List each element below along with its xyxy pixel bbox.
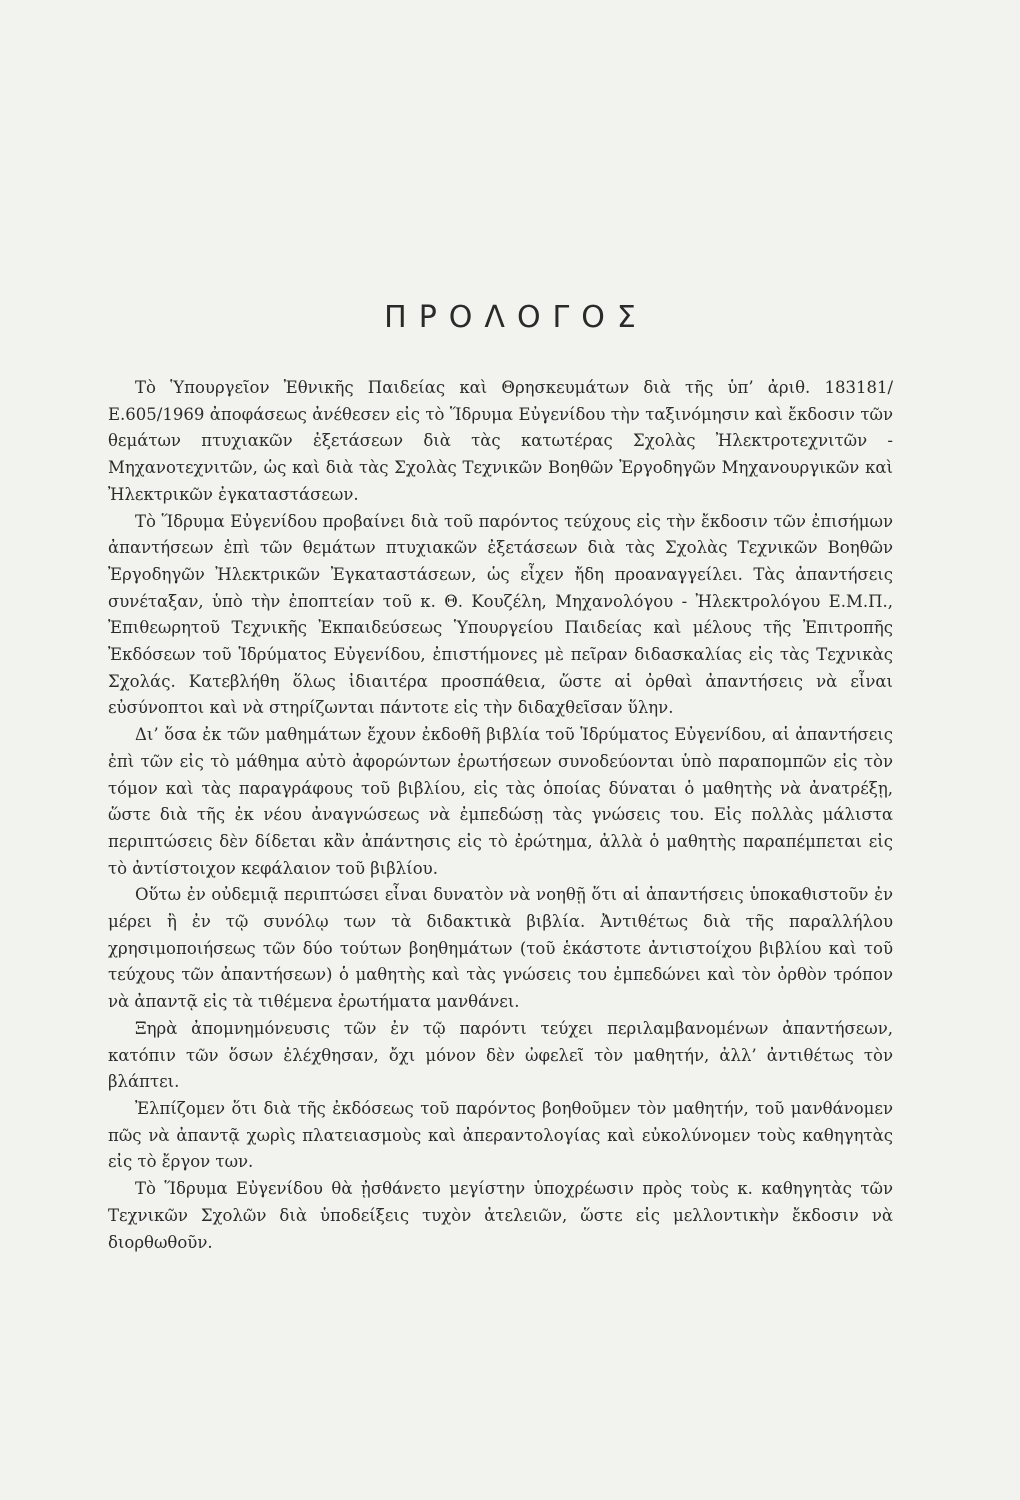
paragraph-5: Ξηρὰ ἀπομνημόνευσις τῶν ἐν τῷ παρόντι τεύχει περιλαμβανομένων ἀπαντήσεων, κατόπιν τῶν ὅσων ἐλέχθησαν, ὄχι μόνον δὲν ὠφελεῖ τὸν μαθητήν, ἀλλ’ ἀντιθέτως τὸν βλάπτει. <box>108 1018 893 1092</box>
paragraph-2: Τὸ Ἵδρυμα Εὐγενίδου προβαίνει διὰ τοῦ παρόντος τεύχους εἰς τὴν ἔκδοσιν τῶν ἐπισήμων ἀπαντήσεων ἐπὶ τῶν θεμάτων πτυχιακῶν ἐξετάσεων διὰ τὰς Σχολὰς Τεχνικῶν Βοηθῶν Ἐργοδηγῶν Ἠλεκτρικῶν Ἐγκαταστάσεων, ὡς εἶχεν ἤδη προαναγγείλει. Τὰς ἀπαντήσεις συνέταξαν, ὑπὸ τὴν ἐποπτείαν τοῦ κ. Θ. Κουζέλη, Μηχανολόγου - Ἠλεκτρολόγου Ε.Μ.Π., Ἐπιθεωρητοῦ Τεχνικῆς Ἐκπαιδεύσεως Ὑπουργείου Παιδείας καὶ μέλους τῆς Ἐπιτροπῆς Ἐκδόσεων τοῦ Ἱδρύματος Εὐγενίδου, ἐπιστήμονες μὲ πεῖραν διδασκαλίας εἰς τὰς Τεχνικὰς Σχολάς. Κατεβλήθη ὅλως ἰδιαιτέρα προσπάθεια, ὥστε αἱ ὀρθαὶ ἀπαντήσεις νὰ εἶναι εὐσύνοπτοι καὶ νὰ στηρίζωνται πάντοτε εἰς τὴν διδαχθεῖσαν ὕλην. <box>108 511 893 718</box>
page-title: ΠΡΟΛΟΓΟΣ <box>384 300 648 335</box>
paragraph-6: Ἐλπίζομεν ὅτι διὰ τῆς ἐκδόσεως τοῦ παρόντος βοηθοῦμεν τὸν μαθητήν, τοῦ μανθάνομεν πῶς νὰ ἀπαντᾷ χωρὶς πλατειασμοὺς καὶ ἀπεραντολογίας καὶ εὐκολύνομεν τοὺς καθηγητὰς εἰς τὸ ἔργον των. <box>108 1098 893 1172</box>
paragraph-4: Οὕτω ἐν οὐδεμιᾷ περιπτώσει εἶναι δυνατὸν νὰ νοηθῇ ὅτι αἱ ἀπαντήσεις ὑποκαθιστοῦν ἐν μέρει ἢ ἐν τῷ συνόλῳ των τὰ διδακτικὰ βιβλία. Ἀντιθέτως διὰ τῆς παραλλήλου χρησιμοποιήσεως τῶν δύο τούτων βοηθημάτων (τοῦ ἑκάστοτε ἀντιστοίχου βιβλίου καὶ τοῦ τεύχους τῶν ἀπαντήσεων) ὁ μαθητὴς καὶ τὰς γνώσεις του ἐμπεδώνει καὶ τὸν ὀρθὸν τρόπον νὰ ἀπαντᾷ εἰς τὰ τιθέμενα ἐρωτήματα μανθάνει. <box>108 885 893 1012</box>
paragraph-7: Τὸ Ἵδρυμα Εὐγενίδου θὰ ᾐσθάνετο μεγίστην ὑποχρέωσιν πρὸς τοὺς κ. καθηγητὰς τῶν Τεχνικῶν Σχολῶν διὰ ὑποδείξεις τυχὸν ἀτελειῶν, ὥστε εἰς μελλοντικὴν ἔκδοσιν νὰ διορθωθοῦν. <box>108 1179 893 1252</box>
document-body <box>108 375 893 1256</box>
paragraph-3: Δι’ ὅσα ἐκ τῶν μαθημάτων ἔχουν ἐκδοθῆ βιβλία τοῦ Ἱδρύματος Εὐγενίδου, αἱ ἀπαντήσεις ἐπὶ τῶν εἰς τὸ μάθημα αὐτὸ ἀφορώντων ἐρωτήσεων συνοδεύονται ὑπὸ παραπομπῶν εἰς τὸν τόμον καὶ τὰς παραγράφους τοῦ βιβλίου, εἰς τὰς ὁποίας δύναται ὁ μαθητὴς νὰ ἀνατρέξῃ, ὥστε διὰ τῆς ἐκ νέου ἀναγνώσεως νὰ ἐμπεδώσῃ τὰς γνώσεις του. Εἰς πολλὰς μάλιστα περιπτώσεις δὲν δίδεται κἂν ἀπάντησις εἰς τὸ ἐρώτημα, ἀλλὰ ὁ μαθητὴς παραπέμπεται εἰς τὸ ἀντίστοιχον κεφάλαιον τοῦ βιβλίου. <box>108 725 893 878</box>
paragraph-1: Τὸ Ὑπουργεῖον Ἐθνικῆς Παιδείας καὶ Θρησκευμάτων διὰ τῆς ὑπ’ ἀριθ. 183181/ Ε.605/1969 ἀποφάσεως ἀνέθεσεν εἰς τὸ Ἵδρυμα Εὐγενίδου τὴν ταξινόμησιν καὶ ἔκδοσιν τῶν θεμάτων πτυχιακῶν ἐξετάσεων διὰ τὰς κατωτέρας Σχολὰς Ἠλεκτροτεχνιτῶν - Μηχανοτεχνιτῶν, ὡς καὶ διὰ τὰς Σχολὰς Τεχνικῶν Βοηθῶν Ἐργοδηγῶν Μηχανουργικῶν καὶ Ἠλεκτρικῶν ἐγκαταστάσεων. <box>108 378 893 504</box>
